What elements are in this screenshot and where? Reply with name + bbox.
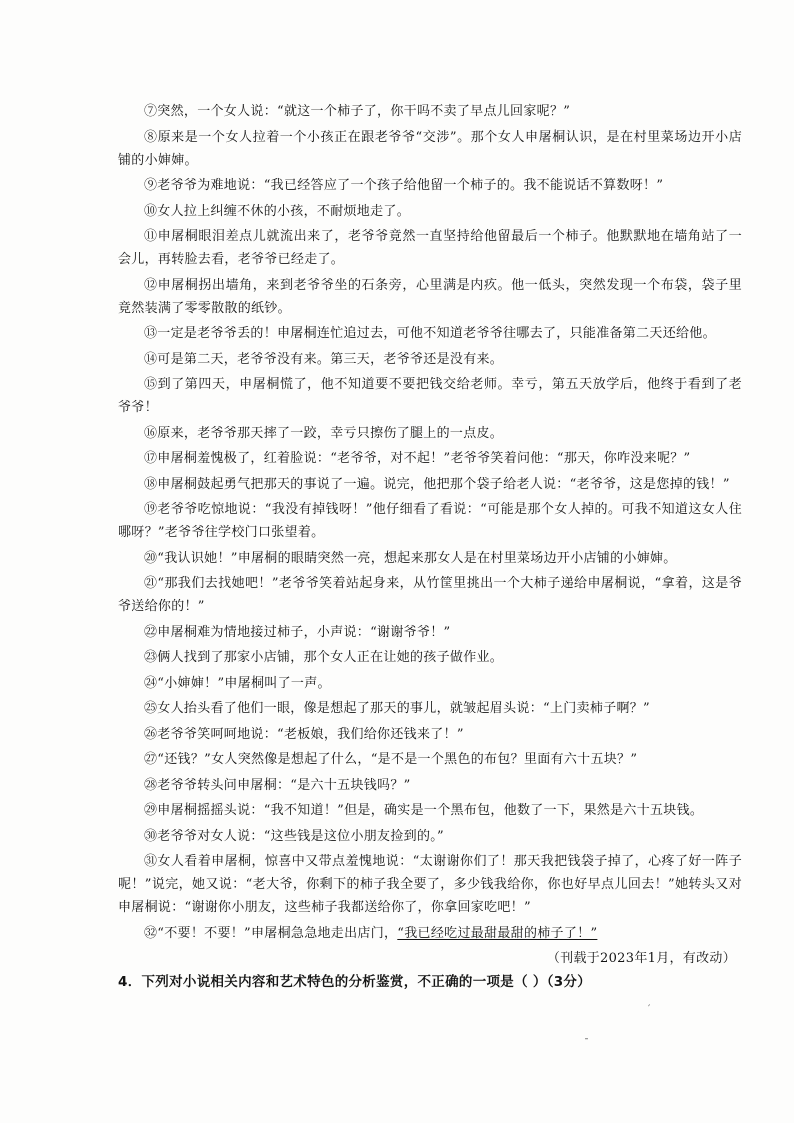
question-4: 4．下列对小说相关内容和艺术特色的分析鉴赏，不正确的一项是（ ）（3分）	[118, 974, 592, 990]
paragraph-10: ⑩女人拉上纠缠不休的小孩，不耐烦地走了。	[144, 203, 411, 219]
scan-speck-2: ˉ	[584, 1038, 589, 1049]
paragraph-25: ㉕女人抬头看了他们一眼，像是想起了那天的事儿，就皱起眉头说：“上门卖柿子啊？”	[144, 701, 650, 716]
paragraph-13: ⑬一定是老爷爷丢的！申屠桐连忙追过去，可他不知道老爷爷往哪去了，只能准备第二天还给他。	[144, 326, 716, 341]
paragraph-12: ⑫申屠桐拐出墙角，来到老爷爷坐的石条旁，心里满是内疚。他一低头，突然发现一个布袋，袋子里竟然装满了零零散散的纸钞。	[118, 277, 742, 316]
source-note: （刊载于2023年1月，有改动）	[546, 951, 736, 966]
paragraph-26: ㉖老爷爷笑呵呵地说：“老板娘，我们给你还钱来了！”	[144, 726, 464, 742]
paragraph-9: ⑨老爷爷为难地说：“我已经答应了一个孩子给他留一个柿子的。我不能说话不算数呀！”	[144, 178, 664, 193]
scan-speck: ′	[648, 1004, 651, 1015]
paragraph-27: ㉗“还钱？”女人突然像是想起了什么，“是不是一个黑色的布包？里面有六十五块？”	[144, 752, 638, 767]
paragraph-22: ㉒申屠桐难为情地接过柿子，小声说：“谢谢爷爷！”	[144, 624, 451, 640]
paragraph-18: ⑱申屠桐鼓起勇气把那天的事说了一遍。说完，他把那个袋子给老人说：“老爷爷，这是您掉的钱！”	[144, 476, 730, 492]
paragraph-15: ⑮到了第四天，申屠桐慌了，他不知道要不要把钱交给老师。幸亏，第五天放学后，他终于看到了老爷爷！	[118, 377, 742, 415]
paragraph-32-text: ㉜“不要！不要！”申屠桐急急地走出店门，	[144, 925, 398, 941]
paragraph-11: ⑪申屠桐眼泪差点儿就流出来了，老爷爷竟然一直坚持给他留最后一个柿子。他默默地在墙角站了一会儿，再转脸去看，老爷爷已经走了。	[118, 229, 742, 267]
paragraph-list	[118, 100, 742, 919]
paragraph-19: ⑲老爷爷吃惊地说：“我没有掉钱呀！”他仔细看了看说：“可能是那个女人掉的。可我不知道这女人住哪呀？”老爷爷往学校门口张望着。	[118, 502, 742, 540]
paragraph-29: ㉙申屠桐摇摇头说：“我不知道！”但是，确实是一个黑布包，他数了一下，果然是六十五块钱。	[144, 803, 704, 818]
paragraph-32	[118, 922, 742, 945]
underlined-quote: “我已经吃过最甜最甜的柿子了！”	[397, 925, 598, 941]
paragraph-31: ㉛女人看着申屠桐，惊喜中又带点羞愧地说：“太谢谢你们了！那天我把钱袋子掉了，心疼了好一阵子呢！”说完，她又说：“老大爷，你剩下的柿子我全要了，多少钱我给你，你也好早点儿回去！”她转头又对申屠桐说：“谢谢你小朋友，这些柿子我都送给你了，你拿回家吃吧！”	[118, 854, 742, 915]
story-text	[118, 100, 742, 994]
paragraph-21: ㉑“那我们去找她吧！”老爷爷笑着站起身来，从竹筐里挑出一个大柿子递给申屠桐说，“拿着，这是爷爷送给你的！”	[118, 576, 742, 614]
paragraph-30: ㉚老爷爷对女人说：“这些钱是这位小朋友捡到的。”	[144, 828, 444, 844]
paragraph-8: ⑧原来是一个女人拉着一个小孩正在跟老爷爷“交涉”。那个女人申屠桐认识，是在村里菜场边开小店铺的小婶婶。	[118, 129, 742, 168]
paragraph-28: ㉘老爷爷转头问申屠桐：“是六十五块钱吗？”	[144, 777, 411, 793]
paragraph-23: ㉓俩人找到了那家小店铺，那个女人正在让她的孩子做作业。	[144, 650, 504, 665]
paragraph-20: ⑳“我认识她！”申屠桐的眼睛突然一亮，想起来那女人是在村里菜场边开小店铺的小婶婶。	[144, 550, 677, 566]
paragraph-14: ⑭可是第二天，老爷爷没有来。第三天，老爷爷还是没有来。	[144, 351, 504, 367]
paragraph-16: ⑯原来，老爷爷那天摔了一跤，幸亏只擦伤了腿上的一点皮。	[144, 425, 504, 441]
paragraph-17: ⑰申屠桐羞愧极了，红着脸说：“老爷爷，对不起！”老爷爷笑着问他：“那天，你咋没来呢？”	[144, 451, 691, 466]
paragraph-24: ㉔“小婶婶！”申屠桐叫了一声。	[144, 675, 331, 691]
paragraph-7: ⑦突然，一个女人说：“就这一个柿子了，你干吗不卖了早点儿回家呢？”	[144, 104, 571, 119]
